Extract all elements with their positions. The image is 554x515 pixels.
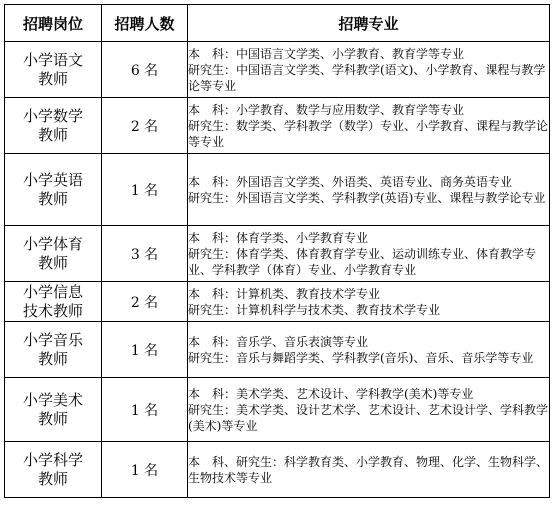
position-cell (5, 98, 102, 154)
position-line: 教师 (37, 125, 68, 144)
position-cell (5, 42, 102, 98)
major-line: 本 科：体育学类、小学教育专业 (188, 230, 369, 245)
table-row (5, 42, 550, 98)
table-row (5, 442, 550, 498)
major-line: 本 科：计算机类、教育技术学专业 (188, 286, 381, 301)
count-cell: 1 名 (102, 154, 188, 226)
position-line: 教师 (37, 69, 68, 88)
major-cell (188, 154, 550, 226)
major-line: 本 科、研究生：科学教育类、小学教育、物理、化学、生物科学、生物技术等专业 (188, 454, 549, 485)
position-line: 教师 (37, 189, 68, 208)
major-line: 研究生：计算机科学与技术类、教育技术学专业 (188, 302, 441, 317)
major-cell (188, 98, 550, 154)
count-cell: 1 名 (102, 378, 188, 442)
major-cell (188, 226, 550, 282)
position-line: 教师 (37, 253, 68, 272)
major-line: 研究生：中国语言文学类、学科教学(语文)、小学教育、课程与教学论等专业 (188, 62, 546, 93)
position-line: 小学英语 (22, 170, 83, 189)
recruitment-table-container (4, 4, 550, 498)
major-line: 研究生：体育学类、体育教育学专业、运动训练专业、体育教学专业、学科教学（体育）专业、小学教育专业 (188, 246, 537, 277)
table-header-row (5, 5, 550, 42)
position-cell (5, 378, 102, 442)
major-cell (188, 378, 550, 442)
position-line: 小学科学 (22, 450, 83, 469)
position-line: 教师 (37, 469, 68, 488)
position-cell (5, 282, 102, 322)
table-row (5, 98, 550, 154)
count-cell: 2 名 (102, 98, 188, 154)
major-cell (188, 442, 550, 498)
major-line: 本 科：中国语言文学类、小学教育、教育学等专业 (188, 46, 465, 61)
count-cell: 6 名 (102, 42, 188, 98)
major-line: 本 科：小学教育、数学与应用数学、教育学等专业 (188, 102, 465, 117)
table-row (5, 282, 550, 322)
major-line: 本 科：音乐学、音乐表演等专业 (188, 334, 369, 349)
major-line: 研究生：外国语言文学类、学科教学(英语)专业、课程与教学论专业 (188, 190, 546, 205)
major-line: 研究生：数学类、学科教学（数学）专业、小学教育、课程与教学论等专业 (188, 118, 549, 149)
position-line: 小学体育 (22, 234, 83, 253)
position-line: 教师 (37, 409, 68, 428)
header-position: 招聘岗位 (5, 5, 102, 42)
position-line: 小学数学 (22, 106, 83, 125)
major-line: 研究生：音乐与舞蹈学类、学科教学(音乐)、音乐、音乐学等专业 (188, 350, 534, 365)
count-cell: 1 名 (102, 322, 188, 378)
table-row (5, 378, 550, 442)
position-cell (5, 322, 102, 378)
header-major: 招聘专业 (188, 5, 550, 42)
table-row (5, 226, 550, 282)
position-cell (5, 154, 102, 226)
count-cell: 2 名 (102, 282, 188, 322)
position-cell (5, 442, 102, 498)
recruitment-table (4, 4, 550, 498)
position-line: 小学美术 (22, 390, 83, 409)
position-line: 教师 (37, 349, 68, 368)
table-row (5, 322, 550, 378)
position-line: 技术教师 (22, 301, 83, 320)
major-cell (188, 42, 550, 98)
table-row (5, 154, 550, 226)
major-line: 研究生：美术学类、设计艺术学、艺术设计、艺术设计学、学科教学(美术)等专业 (188, 402, 549, 433)
position-line: 小学信息 (22, 282, 83, 301)
major-cell (188, 282, 550, 322)
position-line: 小学音乐 (22, 330, 83, 349)
position-line: 小学语文 (22, 50, 83, 69)
major-cell (188, 322, 550, 378)
count-cell: 1 名 (102, 442, 188, 498)
major-line: 本 科：美术学类、艺术设计、学科教学(美术)等专业 (188, 386, 474, 401)
position-cell (5, 226, 102, 282)
major-line: 本 科：外国语言文学类、外语类、英语专业、商务英语专业 (188, 174, 513, 189)
count-cell: 3 名 (102, 226, 188, 282)
header-count: 招聘人数 (102, 5, 188, 42)
